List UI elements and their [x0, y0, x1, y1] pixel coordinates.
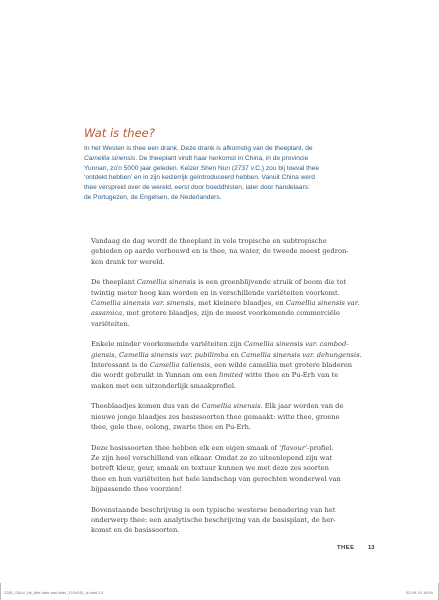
text-line: bijpassende thee voorzien! [91, 484, 182, 493]
intro-paragraph [84, 144, 366, 203]
print-slug-date: 02-09-19 18:09 [405, 590, 433, 595]
text-line [84, 154, 366, 164]
text-segment: Enkele minder voorkomende variëteiten zijn [91, 340, 244, 349]
italic-term: Camellia taliensis [149, 360, 210, 369]
italic-term: Camellia sinensis var. cambod- [243, 340, 349, 349]
paragraph [91, 443, 375, 494]
italic-term: flavour [281, 443, 306, 452]
text-line: nieuwe jonge blaadjes zes basissoorten thee gemaakt: witte thee, groene [91, 412, 340, 421]
text-line [91, 339, 375, 349]
text-line: ken drank ter wereld. [91, 257, 165, 266]
italic-term: Camellia sinensis [136, 278, 196, 287]
text-line: komst en de basissoorten. [91, 526, 180, 535]
text-line: thee, gele thee, oolong, zwarte thee en Pu-Erh. [91, 422, 252, 431]
text-line: thee verspreid over de wereld, eerst door boeddhisten, later door handelaars: [84, 184, 310, 192]
paragraph [91, 339, 375, 390]
text-line: Yunnan, zo'n 5000 jaar geleden. Keizer Shen Nun (2737 v.C.) zou bij toeval thee [84, 164, 320, 172]
italic-term: Camellia sinensis [201, 402, 261, 411]
text-line: Bovenstaande beschrijving is een typische westerse benadering van het [91, 505, 336, 514]
italic-term: Camellia sinensis [84, 154, 136, 162]
text-line: betreft kleur, geur, smaak en textuur kunnen we met deze zes soorten [91, 464, 329, 473]
text-line: thee en hun variëteiten het hele landschap van gerechten wonderwel van [91, 474, 341, 483]
paragraph [91, 277, 375, 328]
italic-term: Camellia sinensis var. dehungensis [241, 350, 360, 359]
text-line: onderwerp thee: een analytische beschrijving van de basisplant, de her- [91, 516, 336, 525]
text-line [91, 277, 375, 287]
crop-mark [0, 583, 1, 600]
text-line: In het Westen is thee een drank. Deze drank is afkomstig van de theeplant, de [84, 145, 313, 152]
text-line: gebieden op aarde verbouwd en is thee, na water, de tweede meest gedron- [91, 247, 349, 256]
text-line: ‘ontdekt hebben’ en in zijn keizerrijk geïntroduceerd hebben. Vanuit China werd [84, 174, 315, 182]
text-line [91, 298, 375, 308]
text-segment: . [359, 350, 362, 359]
text-line [91, 360, 375, 370]
text-line [91, 443, 375, 453]
text-segment: De theeplant [91, 278, 137, 287]
italic-term: assamica [91, 309, 123, 318]
text-segment: Theeblaadjes komen dus van de [91, 402, 202, 411]
text-line [91, 350, 375, 360]
text-line: Vandaag de dag wordt de theeplant in vele tropische en subtropische [91, 237, 327, 245]
text-line: Ze zijn heel verschillend van elkaar. Omdat ze zo uiteenlopend zijn wat [91, 454, 333, 463]
italic-term: Camellia sinensis var. sinensis [91, 298, 194, 307]
italic-term: giensis, Camellia sinensis var. pubilimba [91, 350, 229, 359]
text-segment: , met kleinere blaadjes, en [193, 298, 286, 307]
text-line: twintig meter hoog kan worden en in verschillende variëteiten voorkomt. [91, 288, 340, 297]
text-segment: . Elk jaar worden van de [260, 402, 344, 411]
print-slug-file: 2280_S&cV_bk_Met thee aan tafel_170x240_fc.indd 13 [4, 590, 103, 595]
text-line: variëteiten. [91, 319, 130, 328]
text-segment: en [228, 350, 242, 359]
page-number: 13 [368, 545, 375, 551]
text-segment: die wordt gebruikt in Yunnan om een [91, 371, 220, 380]
text-segment: is een groenblijvende struik of boom die tot [195, 278, 347, 287]
paragraph [91, 236, 375, 267]
text-segment: Deze basissoorten thee hebben elk een eigen smaak of ‘ [91, 443, 282, 452]
text-segment: . De theeplant vindt haar herkomst in China, in de provincie [135, 154, 309, 162]
text-segment: Interessant is de [91, 360, 150, 369]
italic-term: limited [219, 371, 243, 380]
paragraph [91, 505, 375, 536]
text-line: de Portugezen, de Engelsen, de Nederlanders. [84, 193, 222, 201]
text-line [91, 308, 375, 318]
text-segment: witte thee en Pu-Erh van te [242, 371, 339, 380]
text-segment: , met grotere blaadjes, zijn de meest voorkomende commerciële [122, 309, 340, 318]
text-line [91, 370, 375, 380]
body-text [91, 236, 375, 546]
paragraph [91, 401, 375, 432]
text-segment: ’-profiel. [305, 443, 334, 452]
running-footer-label: THEE [337, 545, 355, 551]
text-line: maken met een uitzonderlijk smaakprofiel. [91, 381, 237, 390]
italic-term: Camellia sinensis var. [285, 298, 360, 307]
text-segment: , een wilde camellia met grotere bladeren [209, 360, 353, 369]
section-heading: Wat is thee? [84, 126, 155, 140]
text-line [91, 401, 375, 411]
